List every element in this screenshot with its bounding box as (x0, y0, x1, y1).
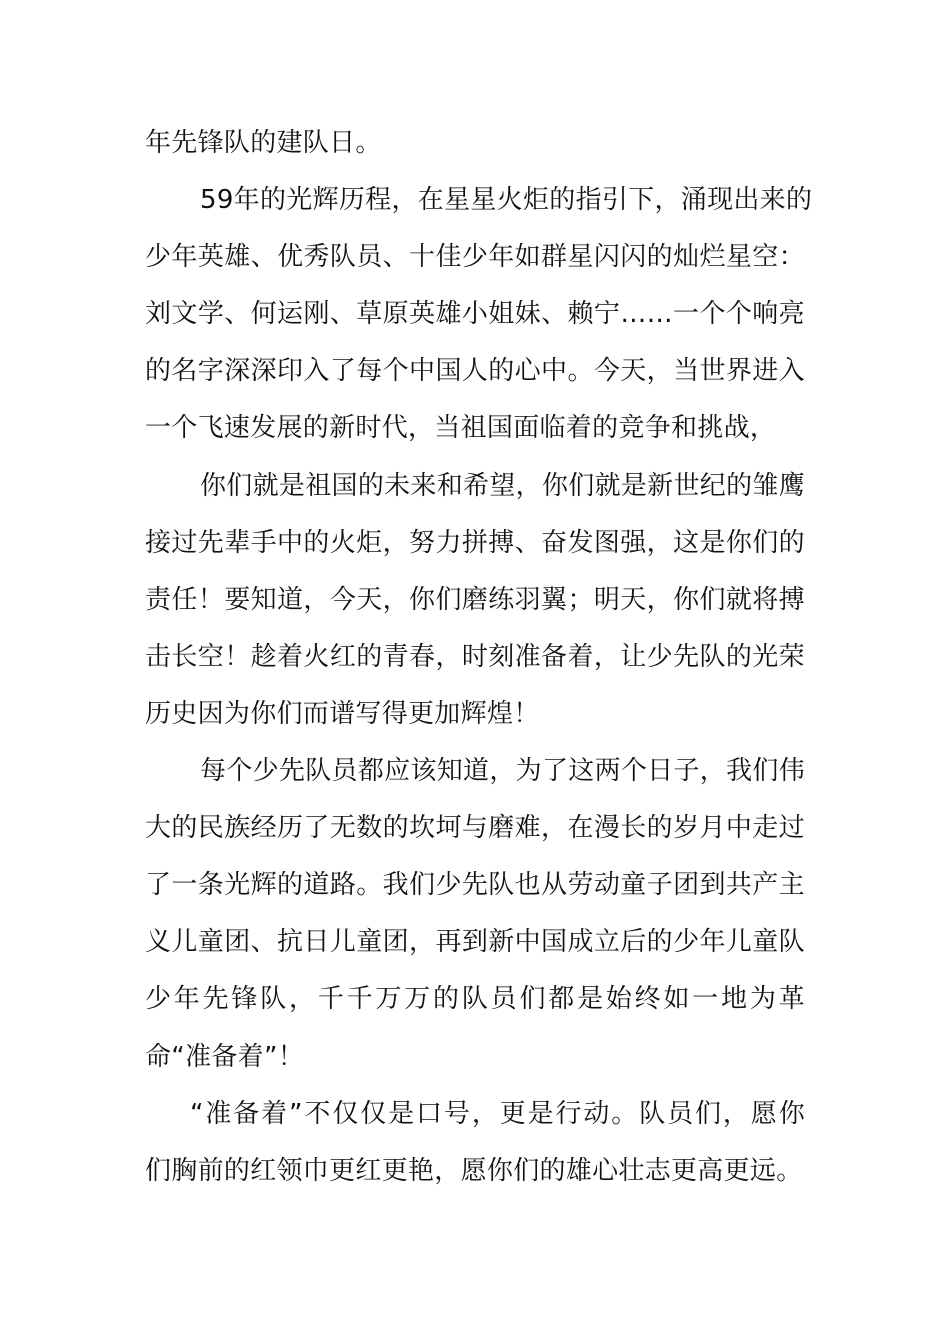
text-line: 的名字深深印入了每个中国人的心中。今天，当世界进入 (145, 356, 805, 386)
text-line: 了一条光辉的道路。我们少先队也从劳动童子团到共产主 (145, 870, 805, 900)
text-line: 义儿童团、抗日儿童团，再到新中国成立后的少年儿童队 (145, 927, 805, 957)
text-line: 接过先辈手中的火炬，努力拼搏、奋发图强，这是你们的 (145, 528, 805, 558)
text-line: 命“准备着”！ (145, 1042, 305, 1072)
text-line: 责任！要知道，今天，你们磨练羽翼；明天，你们就将搏 (145, 585, 805, 615)
text-line: 每个少先队员都应该知道，为了这两个日子，我们伟 (200, 756, 805, 786)
text-line: 历史因为你们而谱写得更加辉煌！ (145, 699, 540, 729)
text-line: 击长空！趁着火红的青春，时刻准备着，让少先队的光荣 (145, 642, 805, 672)
text-line: 59年的光辉历程，在星星火炬的指引下，涌现出来的 (200, 185, 813, 215)
text-line: 你们就是祖国的未来和希望，你们就是新世纪的雏鹰 (200, 471, 805, 501)
text-line: 少年先锋队，千千万万的队员们都是始终如一地为革 (145, 984, 805, 1014)
text-line: 们胸前的红领巾更红更艳，愿你们的雄心壮志更高更远。 (145, 1156, 803, 1186)
text-line: 刘文学、何运刚、草原英雄小姐妹、赖宁……一个个响亮 (145, 299, 805, 329)
text-line: “准备着”不仅仅是口号，更是行动。队员们，愿你 (190, 1099, 805, 1129)
text-line: 年先锋队的建队日。 (145, 128, 382, 158)
text-line: 大的民族经历了无数的坎坷与磨难，在漫长的岁月中走过 (145, 813, 805, 843)
text-line: 一个飞速发展的新时代，当祖国面临着的竞争和挑战， (145, 413, 777, 443)
text-line: 少年英雄、优秀队员、十佳少年如群星闪闪的灿烂星空： (145, 242, 805, 272)
